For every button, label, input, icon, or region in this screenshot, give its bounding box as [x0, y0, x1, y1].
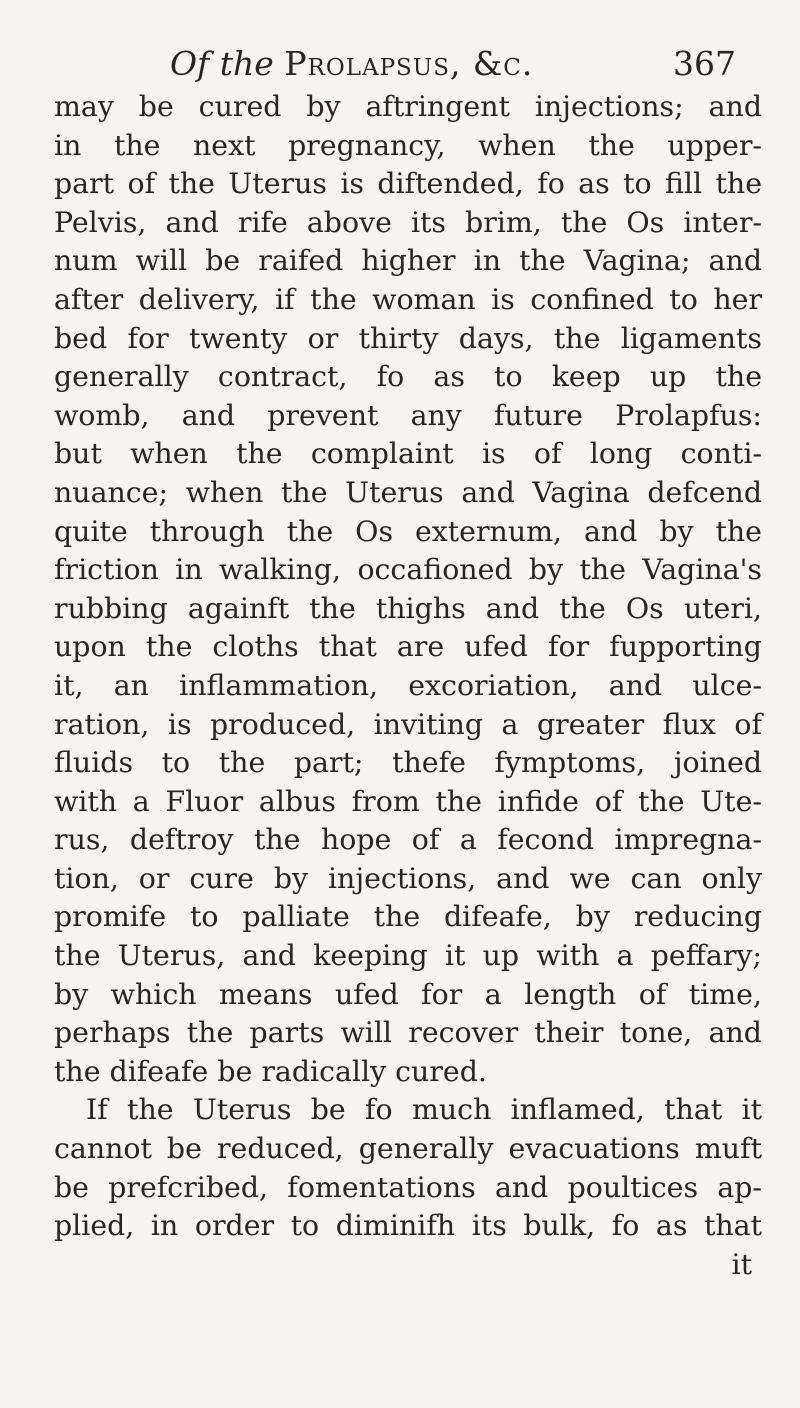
text-line: If the Uterus be fo much inflamed, that it [86, 1093, 762, 1127]
text-line: perhaps the parts will recover their tone, and [54, 1016, 762, 1050]
catchword: it [731, 1247, 752, 1281]
text-line: promife to palliate the difeafe, by reducing [54, 900, 762, 934]
text-line: rubbing againft the thighs and the Os uteri, [54, 591, 762, 625]
text-line: part of the Uterus is diftended, fo as to fill the [54, 167, 762, 201]
text-line: friction in walking, occafioned by the Vagina's [54, 553, 762, 587]
running-title-main: Prolapsus, &c. [284, 44, 534, 83]
text-line: the difeafe be radically cured. [54, 1054, 487, 1088]
body-text [54, 88, 762, 1284]
running-title [170, 44, 533, 84]
text-line: nuance; when the Uterus and Vagina defcend [54, 475, 762, 509]
text-line: fluids to the part; thefe fymptoms, joined [54, 746, 762, 780]
text-line: cannot be reduced, generally evacuations muft [54, 1132, 762, 1166]
text-line: ration, is produced, inviting a greater flux of [54, 707, 762, 741]
text-line: plied, in order to diminifh its bulk, fo as that [54, 1209, 762, 1243]
text-line: after delivery, if the woman is confined to her [54, 282, 762, 316]
text-line: with a Fluor albus from the infide of the Ute- [54, 784, 762, 818]
text-line: Pelvis, and rife above its brim, the Os inter- [54, 205, 762, 239]
text-line: womb, and prevent any future Prolapfus: [54, 398, 762, 432]
text-line: upon the cloths that are ufed for fupporting [54, 630, 762, 664]
text-line: num will be raifed higher in the Vagina; and [54, 244, 762, 278]
text-line: be prefcribed, fomentations and poultices ap- [54, 1170, 762, 1204]
text-line: generally contract, fo as to keep up the [54, 360, 762, 394]
text-line: quite through the Os externum, and by the [54, 514, 762, 548]
text-line: bed for twenty or thirty days, the ligaments [54, 321, 762, 355]
running-header [170, 44, 742, 84]
text-line: rus, deftroy the hope of a fecond impregna- [54, 823, 762, 857]
text-line: may be cured by aftringent injections; and [54, 90, 762, 123]
text-line: but when the complaint is of long conti- [54, 437, 762, 471]
page-number: 367 [673, 44, 736, 83]
text-line: it, an inflammation, excoriation, and ulce- [54, 668, 762, 702]
text-line: tion, or cure by injections, and we can only [54, 861, 762, 895]
text-line: by which means ufed for a length of time, [54, 977, 762, 1011]
running-title-prefix: Of the [170, 44, 274, 83]
text-line: in the next pregnancy, when the upper- [54, 128, 762, 162]
text-line: the Uterus, and keeping it up with a peffary; [54, 939, 762, 973]
